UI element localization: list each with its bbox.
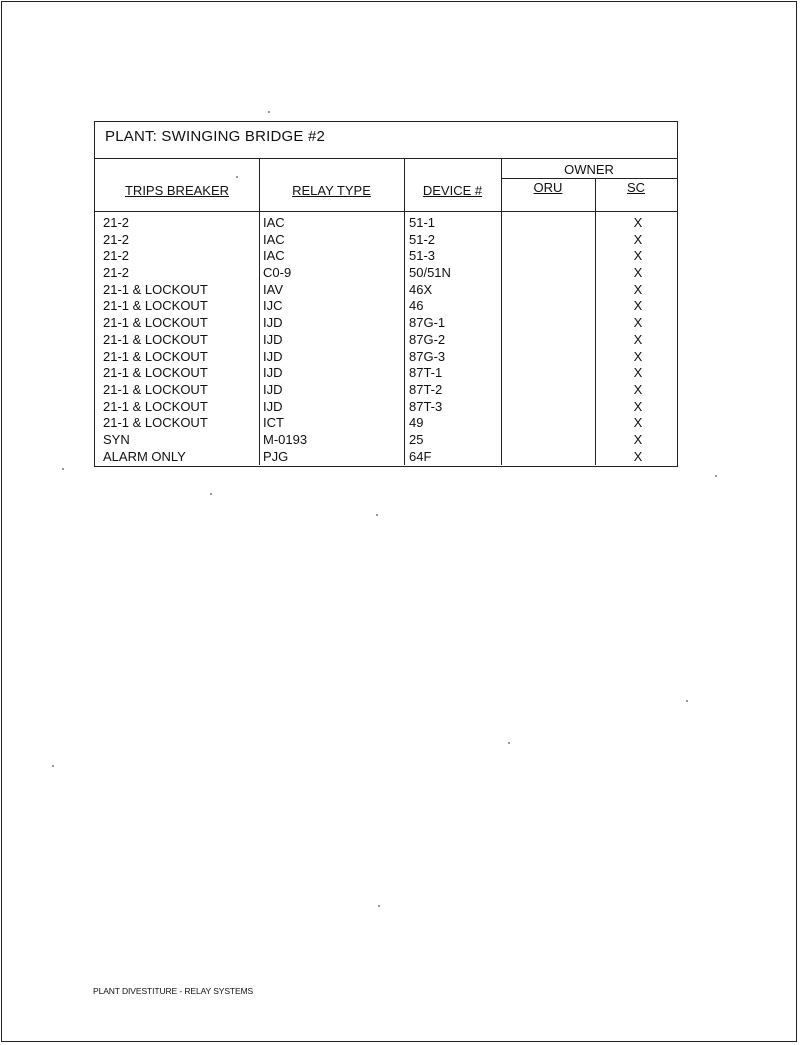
table-row [95,232,677,249]
scan-speck [376,514,378,516]
scan-speck [508,742,510,744]
device-cell: 87T-2 [409,381,443,397]
sc-cell: X [633,398,643,414]
trips-breaker-cell: 21-1 & LOCKOUT [103,398,208,414]
table-row [95,248,677,265]
table-row [95,298,677,315]
plant-title: PLANT: SWINGING BRIDGE #2 [105,128,326,145]
trips-breaker-cell: 21-1 & LOCKOUT [103,298,208,314]
relay-type-cell: IAC [263,248,285,264]
device-cell: 49 [409,415,424,431]
sc-cell: X [633,348,643,364]
header-relay-type: RELAY TYPE [292,183,371,198]
sc-cell: X [633,265,643,281]
table-row [95,349,677,366]
device-cell: 87G-3 [409,348,446,364]
trips-breaker-cell: 21-1 & LOCKOUT [103,315,208,331]
device-cell: 64F [409,448,432,464]
table-row [95,449,677,466]
sc-cell: X [633,298,643,314]
device-cell: 87G-2 [409,331,446,347]
relay-type-cell: IAC [263,231,285,247]
trips-breaker-cell: 21-2 [103,248,130,264]
trips-breaker-cell: 21-1 & LOCKOUT [103,365,208,381]
sc-cell: X [633,231,643,247]
device-cell: 46 [409,298,424,314]
scan-speck [378,905,380,907]
relay-type-cell: IJC [263,298,283,314]
table-row [95,215,677,232]
table-row [95,332,677,349]
table-row [95,365,677,382]
scan-speck [62,468,64,470]
trips-breaker-cell: ALARM ONLY [103,448,186,464]
sc-cell: X [633,281,643,297]
scan-speck [715,475,717,477]
table-row [95,265,677,282]
device-cell: 50/51N [409,265,451,281]
table-row [95,382,677,399]
table-row [95,415,677,432]
device-cell: 51-3 [409,248,436,264]
relay-type-cell: C0-9 [263,265,292,281]
table-body [95,215,677,465]
relay-type-cell: IAV [263,281,283,297]
sc-cell: X [633,315,643,331]
relay-type-cell: IJD [263,398,283,414]
scan-speck [686,700,688,702]
relay-type-cell: M-0193 [263,431,308,447]
scan-speck [268,111,270,113]
owner-divider [501,178,677,179]
trips-breaker-cell: 21-1 & LOCKOUT [103,348,208,364]
sc-cell: X [633,415,643,431]
device-cell: 51-1 [409,215,436,230]
plant-header [95,122,677,159]
relay-type-cell: IJD [263,315,283,331]
device-cell: 51-2 [409,231,436,247]
trips-breaker-cell: 21-1 & LOCKOUT [103,381,208,397]
trips-breaker-cell: 21-1 & LOCKOUT [103,415,208,431]
sc-cell: X [633,431,643,447]
header-owner: OWNER [564,162,614,177]
trips-breaker-cell: 21-2 [103,265,130,281]
device-cell: 25 [409,431,424,447]
sc-cell: X [633,365,643,381]
device-cell: 87G-1 [409,315,446,331]
relay-type-cell: IAC [263,215,285,230]
table-row [95,399,677,416]
header-sc: SC [626,180,646,195]
header-device: DEVICE # [422,183,483,198]
header-trips-breaker: TRIPS BREAKER [124,183,230,198]
trips-breaker-cell: 21-1 & LOCKOUT [103,281,208,297]
sc-cell: X [633,448,643,464]
relay-type-cell: IJD [263,331,283,347]
trips-breaker-cell: 21-2 [103,231,130,247]
relay-type-cell: ICT [263,415,284,431]
sc-cell: X [633,248,643,264]
trips-breaker-cell: 21-1 & LOCKOUT [103,331,208,347]
header-oru: ORU [533,180,563,195]
footer-text: PLANT DIVESTITURE - RELAY SYSTEMS [93,986,254,996]
trips-breaker-cell: SYN [103,431,130,447]
relay-type-cell: PJG [263,448,289,464]
scan-speck [236,176,238,178]
table-row [95,315,677,332]
scan-speck [210,493,212,495]
trips-breaker-cell: 21-2 [103,215,130,230]
relay-type-cell: IJD [263,365,283,381]
device-cell: 87T-1 [409,365,443,381]
header-divider [95,211,677,212]
sc-cell: X [633,331,643,347]
device-cell: 87T-3 [409,398,443,414]
table-row [95,282,677,299]
sc-cell: X [633,381,643,397]
relay-table [94,121,678,467]
relay-type-cell: IJD [263,381,283,397]
sc-cell: X [633,215,643,230]
device-cell: 46X [409,281,433,297]
table-row [95,432,677,449]
scan-speck [52,765,54,767]
relay-type-cell: IJD [263,348,283,364]
